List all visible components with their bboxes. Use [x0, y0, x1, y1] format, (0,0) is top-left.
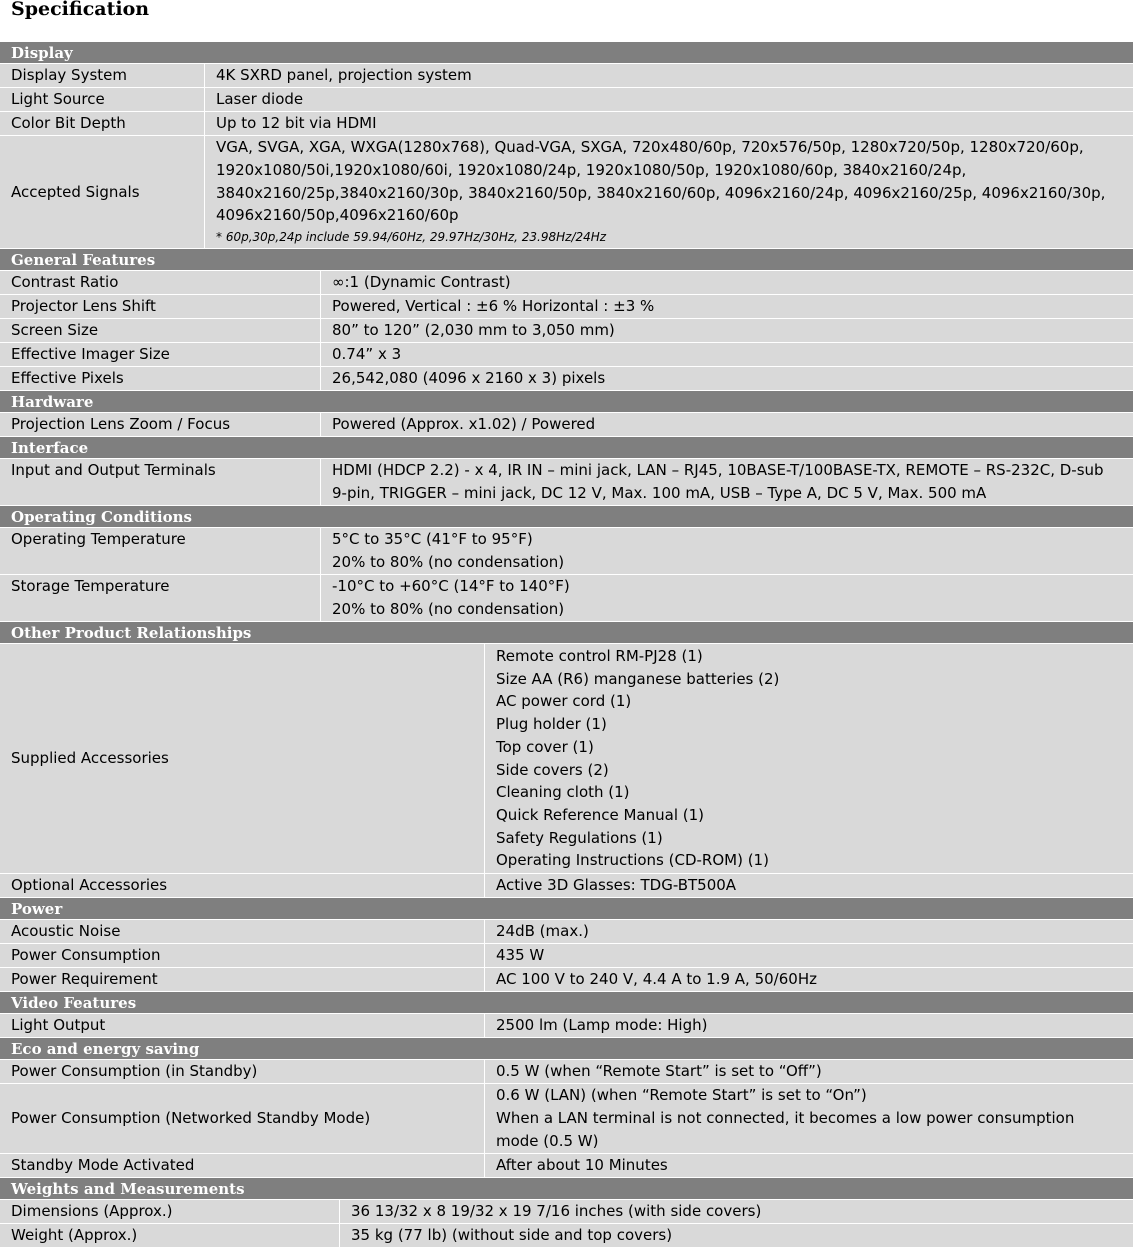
spec-value	[204, 88, 307, 111]
spec-value	[339, 1224, 676, 1247]
spec-row	[0, 367, 1133, 391]
spec-value	[320, 413, 599, 436]
spec-section	[0, 506, 1133, 622]
spec-value	[484, 968, 821, 991]
spec-row	[0, 459, 1133, 506]
spec-row	[0, 1200, 1133, 1224]
spec-value-line: Up to 12 bit via HDMI	[216, 114, 377, 133]
spec-value	[484, 1060, 826, 1083]
spec-row	[0, 64, 1133, 88]
spec-table	[0, 42, 1133, 1248]
spec-value	[484, 944, 548, 967]
spec-value	[339, 1200, 765, 1223]
spec-value-line: AC 100 V to 240 V, 4.4 A to 1.9 A, 50/60Hz	[496, 970, 817, 989]
spec-value	[320, 575, 574, 621]
spec-value-line: Active 3D Glasses: TDG-BT500A	[496, 876, 737, 895]
spec-value-line: 4096x2160/50p,4096x2160/60p	[216, 206, 459, 225]
section-header: Eco and energy saving	[0, 1038, 1133, 1060]
spec-value-line: Remote control RM-PJ28 (1)	[496, 646, 703, 665]
spec-row	[0, 271, 1133, 295]
spec-row	[0, 968, 1133, 992]
section-header: Operating Conditions	[0, 506, 1133, 528]
spec-value-line: 24dB (max.)	[496, 922, 589, 941]
spec-label: Operating Temperature	[11, 530, 186, 548]
spec-label: Optional Accessories	[11, 876, 168, 895]
page-title: Specification	[11, 0, 150, 20]
spec-label: Light Source	[11, 90, 105, 109]
spec-value-line: 0.5 W (when “Remote Start” is set to “Off”)	[496, 1062, 822, 1081]
spec-value	[320, 271, 515, 294]
spec-label: Accepted Signals	[11, 182, 140, 201]
spec-value-line: Operating Instructions (CD-ROM) (1)	[496, 851, 769, 870]
spec-value-line: Powered (Approx. x1.02) / Powered	[332, 415, 596, 434]
spec-value-line: ∞:1 (Dynamic Contrast)	[332, 273, 511, 292]
spec-value-line: 1920x1080/50i,1920x1080/60i, 1920x1080/24p, 1920x1080/50p, 1920x1080/60p, 3840x2160/24p,	[216, 160, 967, 179]
spec-section	[0, 992, 1133, 1038]
spec-section	[0, 1178, 1133, 1248]
spec-value-line: 435 W	[496, 946, 545, 965]
spec-value-line: 4K SXRD panel, projection system	[216, 66, 472, 85]
spec-value-line: 20% to 80% (no condensation)	[332, 552, 565, 571]
spec-value-line: When a LAN terminal is not connected, it becomes a low power consumption	[496, 1109, 1075, 1128]
spec-row	[0, 575, 1133, 622]
spec-value	[204, 136, 1109, 248]
spec-label: Power Consumption	[11, 946, 161, 965]
spec-value	[320, 343, 405, 366]
spec-value-line: 0.74” x 3	[332, 345, 402, 364]
section-header: Video Features	[0, 992, 1133, 1014]
spec-value-line: VGA, SVGA, XGA, WXGA(1280x768), Quad-VGA, SXGA, 720x480/60p, 720x576/50p, 1280x720/50p, 1280x720/60p,	[216, 138, 1084, 157]
spec-label: Effective Imager Size	[11, 345, 170, 364]
spec-value-line: Side covers (2)	[496, 760, 609, 779]
spec-value-line: 0.6 W (LAN) (when “Remote Start” is set to “On”)	[496, 1086, 867, 1105]
spec-value-line: AC power cord (1)	[496, 692, 632, 711]
spec-value-line: Cleaning cloth (1)	[496, 783, 630, 802]
spec-section	[0, 622, 1133, 898]
spec-label: Display System	[11, 66, 127, 85]
spec-value-line: Safety Regulations (1)	[496, 828, 663, 847]
spec-value-line: 2500 lm (Lamp mode: High)	[496, 1016, 708, 1035]
spec-value-line: 80” to 120” (2,030 mm to 3,050 mm)	[332, 321, 615, 340]
spec-section	[0, 1038, 1133, 1178]
spec-label: Weight (Approx.)	[11, 1226, 138, 1245]
spec-label: Effective Pixels	[11, 369, 124, 388]
spec-value-line: Quick Reference Manual (1)	[496, 805, 705, 824]
spec-value	[204, 64, 476, 87]
spec-footnote: * 60p,30p,24p include 59.94/60Hz, 29.97Hz/30Hz, 23.98Hz/24Hz	[216, 229, 607, 244]
section-header: Display	[0, 42, 1133, 64]
spec-row	[0, 295, 1133, 319]
spec-row	[0, 874, 1133, 898]
spec-value-line: Plug holder (1)	[496, 715, 607, 734]
spec-row	[0, 1154, 1133, 1178]
spec-label: Power Consumption (in Standby)	[11, 1062, 258, 1081]
spec-value-line: HDMI (HDCP 2.2) - x 4, IR IN – mini jack, LAN – RJ45, 10BASE-T/100BASE-TX, REMOTE – RS-232C, D-sub	[332, 461, 1104, 479]
spec-value	[320, 295, 658, 318]
spec-row	[0, 528, 1133, 575]
spec-row	[0, 644, 1133, 874]
spec-row	[0, 1060, 1133, 1084]
spec-value	[484, 644, 783, 873]
spec-value-line: -10°C to +60°C (14°F to 140°F)	[332, 577, 570, 595]
section-header: Interface	[0, 437, 1133, 459]
spec-value-line: mode (0.5 W)	[496, 1131, 599, 1150]
section-header: Hardware	[0, 391, 1133, 413]
spec-row	[0, 136, 1133, 249]
section-header: General Features	[0, 249, 1133, 271]
spec-value-line: 35 kg (77 lb) (without side and top covers)	[351, 1226, 673, 1245]
spec-value	[204, 112, 381, 135]
spec-label: Power Requirement	[11, 970, 158, 989]
spec-label: Acoustic Noise	[11, 922, 121, 941]
spec-section	[0, 42, 1133, 249]
spec-label: Projection Lens Zoom / Focus	[11, 415, 231, 434]
spec-value-line: Top cover (1)	[496, 737, 594, 756]
spec-label: Contrast Ratio	[11, 273, 119, 292]
spec-row	[0, 319, 1133, 343]
spec-row	[0, 343, 1133, 367]
spec-value	[320, 319, 619, 342]
spec-label: Color Bit Depth	[11, 114, 126, 133]
spec-label: Storage Temperature	[11, 577, 170, 595]
spec-value	[320, 459, 1108, 505]
spec-label: Supplied Accessories	[11, 749, 169, 768]
spec-value-line: Laser diode	[216, 90, 304, 109]
spec-value	[484, 1154, 672, 1177]
spec-value-line: 20% to 80% (no condensation)	[332, 599, 565, 618]
spec-label: Input and Output Terminals	[11, 461, 216, 479]
spec-value	[320, 367, 609, 390]
spec-row	[0, 1014, 1133, 1038]
spec-value-line: 9-pin, TRIGGER – mini jack, DC 12 V, Max. 100 mA, USB – Type A, DC 5 V, Max. 500 mA	[332, 483, 987, 502]
spec-value-line: 3840x2160/25p,3840x2160/30p, 3840x2160/50p, 3840x2160/60p, 4096x2160/24p, 4096x2160/25p, 4096x2160/30p,	[216, 183, 1106, 202]
spec-value	[484, 1084, 1078, 1153]
spec-section	[0, 391, 1133, 437]
spec-value-line: After about 10 Minutes	[496, 1156, 668, 1175]
section-header: Other Product Relationships	[0, 622, 1133, 644]
spec-section	[0, 437, 1133, 506]
spec-label: Dimensions (Approx.)	[11, 1202, 173, 1221]
spec-value	[320, 528, 568, 574]
spec-label: Projector Lens Shift	[11, 297, 156, 316]
spec-value	[484, 1014, 711, 1037]
spec-value	[484, 874, 740, 897]
spec-row	[0, 1084, 1133, 1154]
section-header: Power	[0, 898, 1133, 920]
spec-row	[0, 920, 1133, 944]
spec-row	[0, 1224, 1133, 1248]
spec-section	[0, 249, 1133, 391]
spec-label: Power Consumption (Networked Standby Mode)	[11, 1109, 371, 1128]
spec-value-line: 5°C to 35°C (41°F to 95°F)	[332, 530, 533, 548]
spec-value-line: Powered, Vertical : ±6 % Horizontal : ±3 %	[332, 297, 655, 316]
spec-row	[0, 413, 1133, 437]
spec-value-line: Size AA (R6) manganese batteries (2)	[496, 669, 780, 688]
spec-value-line: 26,542,080 (4096 x 2160 x 3) pixels	[332, 369, 606, 388]
spec-row	[0, 112, 1133, 136]
spec-value	[484, 920, 593, 943]
spec-row	[0, 88, 1133, 112]
spec-section	[0, 898, 1133, 992]
section-header: Weights and Measurements	[0, 1178, 1133, 1200]
spec-value-line: 36 13/32 x 8 19/32 x 19 7/16 inches (with side covers)	[351, 1202, 762, 1221]
spec-label: Light Output	[11, 1016, 106, 1035]
spec-label: Screen Size	[11, 321, 99, 340]
spec-row	[0, 944, 1133, 968]
spec-label: Standby Mode Activated	[11, 1156, 195, 1175]
